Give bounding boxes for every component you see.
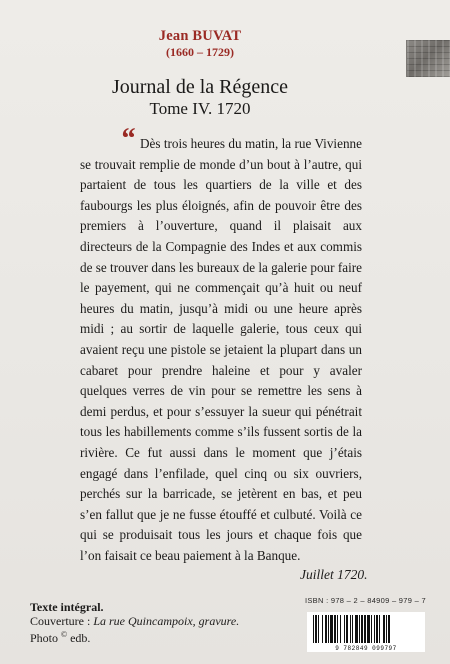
copyright-icon: © <box>61 630 68 639</box>
isbn-label: ISBN : 978 – 2 – 84909 – 979 – 7 <box>305 596 426 605</box>
barcode <box>307 612 425 652</box>
quote-mark-icon: “ <box>120 122 135 155</box>
barcode-bars-icon <box>307 612 425 645</box>
credits-block <box>30 600 239 645</box>
barcode-digits: 9 782849 099797 <box>307 645 425 652</box>
cover-credit-value: La rue Quincampoix, gravure. <box>93 614 240 628</box>
photo-credit <box>30 628 239 645</box>
photo-credit-label: Photo <box>30 631 59 645</box>
excerpt-text: Dès trois heures du matin, la rue Vivienne se trouvait remplie de monde d’un bout à l’autre, qui partaient de tous les quartiers de la ville et des faubourgs les plus éloignés, afin de pouvoir être des premiers à l’ouverture, quand il plaisait aux directeurs de la Compagnie des Indes et aux commis de se trouver dans les bureaux de la galerie pour faire le payement, qui ne commençait qu’à huit ou neuf heures du matin, jusqu’à midi ou une heure après midi ; au sortir de laquelle galerie, tous ceux qui avaient reçu une pistole se jetaient la plupart dans un cabaret pour prendre haleine et pour y avaler quelques verres de vin pour se remettre les sens à demi perdus, et pour s’essuyer la sueur qui pénétrait tous les habillements comme s’ils fussent sortis de la rivière. Ce fut aussi dans le moment que j’étais engagé dans l’enfilade, quel cinq ou six ouvriers, perchés sur la barricade, se jetèrent en bas, et peu s’en fallut que je ne fusse étouffé et culbuté. Voilà ce qui se produisait tous les jours et chaque fois que l’on faisait ce beau paiement à la Banque. <box>80 136 362 563</box>
excerpt-date: Juillet 1720. <box>300 567 368 582</box>
author-name: Jean BUVAT <box>158 28 242 44</box>
cover-credit-label: Couverture : <box>30 614 94 628</box>
edition-note: Texte intégral. <box>30 600 104 614</box>
author-dates: (1660 – 1729) <box>166 45 234 59</box>
book-title: Journal de la Régence <box>111 76 289 98</box>
book-volume: Tome IV. 1720 <box>149 99 251 118</box>
cover-credit <box>30 614 239 628</box>
cover-thumbnail-image <box>406 40 450 77</box>
photo-credit-value: edb. <box>67 631 91 645</box>
